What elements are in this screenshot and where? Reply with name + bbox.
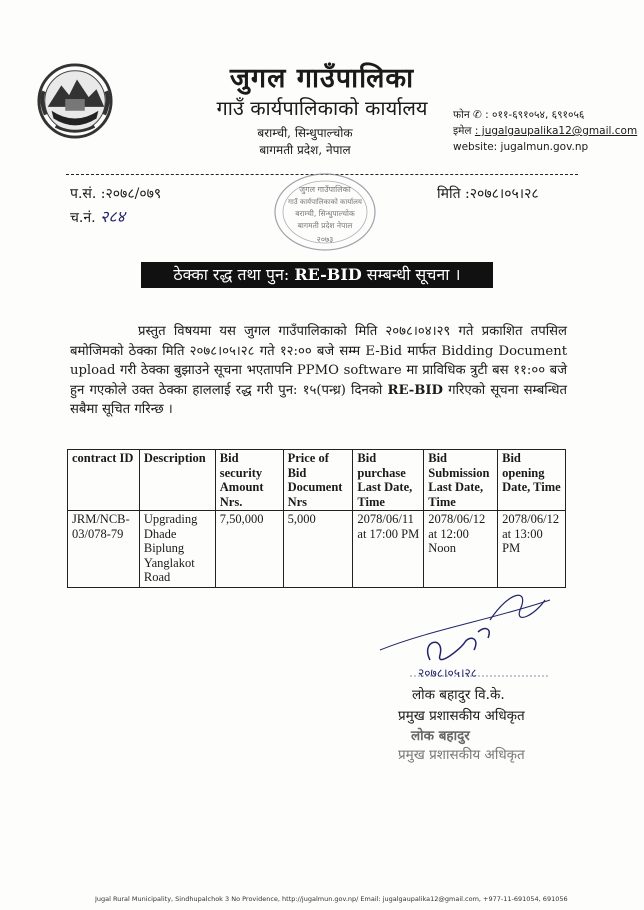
body-part-1: प्रस्तुत विषयमा यस जुगल गाउँपालिकाको मिति २०७८।०४।२९ गते प्रकाशित तपसिल बमोजिमको ठेक्का मिति २०७८।०५।२८ गते १२:०० बजे सम्म E-Bid मार्फत Bidding Document upload गरी ठेक्का बुझाउने सूचना भएतापनि PPMO software मा प्राविधिक त्रुटी बस ११:०० बजे हुन गएकोले उक्त ठेक्का हाललाई रद्ध गरी पुन: १५(पन्ध्र) दिनको bbox=[70, 324, 567, 398]
notice-title-pre: ठेक्का रद्ध तथा पुन: bbox=[173, 265, 290, 284]
signer-name: लोक बहादुर वि.के. bbox=[412, 687, 505, 703]
bid-table bbox=[67, 449, 566, 588]
office-name: जुगल गाउँपालिका bbox=[229, 63, 415, 94]
signer-title: प्रमुख प्रशासकीय अधिकृत bbox=[398, 708, 525, 724]
office-stamp bbox=[272, 172, 378, 252]
body-rebid: RE-BID bbox=[387, 382, 443, 398]
address-line-2: बागमती प्रदेश, नेपाल bbox=[259, 143, 351, 157]
reference-number: प.सं. :२०७८/०७९ bbox=[70, 186, 162, 202]
header-submission-date: Bid Submission Last Date, Time bbox=[424, 450, 498, 511]
office-subtitle: गाउँ कार्यपालिकाको कार्यालय bbox=[216, 96, 428, 120]
stamp-line-4: बागमती प्रदेश नेपाल bbox=[297, 221, 353, 230]
header-bid-security: Bid security Amount Nrs. bbox=[215, 450, 283, 511]
signer-stamp-name: लोक बहादुर bbox=[411, 728, 470, 744]
cell-opening-date: 2078/06/12 at 13:00 PM bbox=[498, 511, 566, 588]
phone-number: : ०११-६९१०५४, ६९१०५६ bbox=[485, 109, 585, 121]
header-purchase-date: Bid purchase Last Date, Time bbox=[353, 450, 424, 511]
cell-contract-id: JRM/NCB-03/078-79 bbox=[68, 511, 140, 588]
stamp-line-2: गाउँ कार्यपालिकाको कार्यालय bbox=[288, 198, 362, 206]
email-row bbox=[453, 123, 637, 139]
stamp-line-3: बराम्ची, सिन्धुपाल्चोक bbox=[295, 209, 355, 218]
header-opening-date: Bid opening Date, Time bbox=[498, 450, 566, 511]
phone-icon: ✆ bbox=[473, 109, 482, 121]
stamp-line-1: जुगल गाउँपालिका bbox=[299, 185, 351, 194]
signature-date: २०७८।०५।२८ bbox=[418, 666, 478, 680]
phone-row bbox=[453, 107, 637, 123]
body-part-2: गरिएको सूचना सम्बन्धित सबैमा सूचित गरिन्छ । bbox=[70, 382, 567, 418]
dispatch-number bbox=[70, 205, 125, 227]
notice-title-rebid: RE-BID bbox=[294, 265, 362, 284]
cell-description: Upgrading Dhade Biplung Yanglakot Road bbox=[139, 511, 215, 588]
contact-block bbox=[453, 107, 637, 155]
cell-submission-date: 2078/06/12 at 12:00 Noon bbox=[424, 511, 498, 588]
cell-bid-security: 7,50,000 bbox=[215, 511, 283, 588]
dispatch-value: २८४ bbox=[100, 207, 125, 226]
header-description: Description bbox=[139, 450, 215, 511]
page-footer: Jugal Rural Municipality, Sindhupalchok 3 No Providence, http://jugalmun.gov.np/ Email: jugalgaupalika12@gmail.com, +977-11-691054, 691056 bbox=[95, 895, 568, 903]
cell-purchase-date: 2078/06/11 at 17:00 PM bbox=[353, 511, 424, 588]
email-label: इमेल bbox=[453, 125, 472, 137]
signer-stamp-title: प्रमुख प्रशासकीय अधिकृत bbox=[398, 747, 525, 763]
letter-date: मिति :२०७८।०५।२८ bbox=[437, 186, 539, 202]
cell-document-price: 5,000 bbox=[283, 511, 353, 588]
notice-title bbox=[141, 262, 493, 288]
header-contract-id: contract ID bbox=[68, 450, 140, 511]
table-header-row bbox=[68, 450, 566, 511]
notice-title-post: सम्बन्धी सूचना । bbox=[366, 265, 461, 284]
table-row bbox=[68, 511, 566, 588]
address-line-1: बराम्ची, सिन्धुपाल्चोक bbox=[257, 126, 353, 140]
email-link[interactable]: : jugalgaupalika12@gmail.com bbox=[474, 125, 638, 137]
notice-body bbox=[70, 322, 567, 420]
phone-label: फोन bbox=[453, 109, 470, 121]
website-link[interactable]: website: jugalmun.gov.np bbox=[453, 141, 589, 153]
dispatch-label: च.नं. bbox=[70, 210, 96, 226]
header-document-price: Price of Bid Document Nrs bbox=[283, 450, 353, 511]
stamp-year: २०७३ bbox=[316, 235, 334, 244]
